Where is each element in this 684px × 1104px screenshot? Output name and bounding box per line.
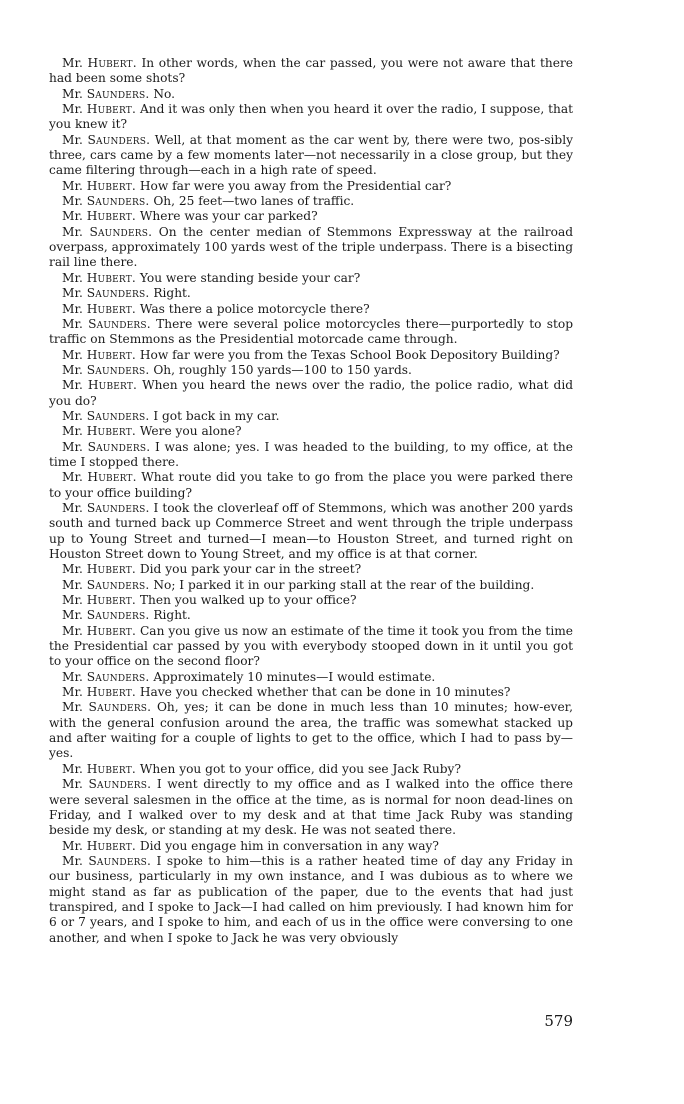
statement-text: I went directly to my office and as I walked into the office there were several salesmen in the office at the time, as is normal for noon dead-lines on Friday, and I walked over to my desk and at that time Jack Ruby was standing beside my desk, or standing at my desk. He was not seated there.: [49, 777, 574, 838]
speaker-name: Hubert.: [87, 470, 137, 485]
testimony-paragraph: [49, 608, 573, 623]
statement-text: How far were you from the Texas School Book Depository Building?: [139, 347, 560, 362]
speaker-title: Mr.: [62, 700, 83, 715]
testimony-text: [49, 56, 573, 946]
speaker-title: Mr.: [62, 439, 83, 454]
speaker-title: Mr.: [62, 608, 83, 623]
speaker-title: Mr.: [62, 777, 83, 792]
speaker-name: Hubert.: [86, 685, 137, 700]
speaker-title: Mr.: [62, 270, 83, 285]
speaker-name: Saunders.: [86, 577, 150, 592]
speaker-name: Saunders.: [86, 194, 150, 209]
statement-text: Where was your car parked?: [139, 209, 318, 224]
speaker-name: Saunders.: [87, 439, 151, 454]
speaker-name: Hubert.: [86, 593, 137, 608]
statement-text: Well, at that moment as the car went by, there were two, pos-sibly three, cars came by a few moments later—not necessarily in a close group, but they came filtering through—each in a high rate of speed.: [49, 132, 574, 178]
speaker-name: Saunders.: [86, 500, 150, 515]
speaker-title: Mr.: [62, 500, 83, 515]
statement-text: On the center median of Stemmons Expressway at the railroad overpass, approximately 100 yards west of the triple underpass. There is a bisecting rail line there.: [49, 224, 574, 270]
testimony-paragraph: [49, 624, 573, 670]
testimony-paragraph: [49, 839, 573, 854]
speaker-name: Hubert.: [86, 562, 137, 577]
speaker-name: Hubert.: [86, 347, 137, 362]
speaker-title: Mr.: [62, 301, 83, 316]
testimony-paragraph: [49, 501, 573, 562]
testimony-paragraph: [49, 317, 573, 348]
statement-text: And it was only then when you heard it over the radio, I suppose, that you knew it?: [49, 102, 574, 132]
statement-text: Oh, roughly 150 yards—100 to 150 yards.: [153, 362, 412, 377]
speaker-title: Mr.: [62, 577, 83, 592]
speaker-name: Saunders.: [88, 777, 152, 792]
testimony-paragraph: [49, 102, 573, 133]
testimony-paragraph: [49, 133, 573, 179]
testimony-paragraph: [49, 854, 573, 946]
speaker-title: Mr.: [62, 669, 83, 684]
testimony-paragraph: [49, 87, 573, 102]
speaker-name: Saunders.: [86, 362, 150, 377]
statement-text: Right.: [153, 608, 191, 623]
speaker-name: Hubert.: [86, 761, 137, 776]
statement-text: Right.: [153, 286, 191, 301]
speaker-name: Hubert.: [86, 178, 137, 193]
testimony-paragraph: [49, 271, 573, 286]
statement-text: In other words, when the car passed, you were not aware that there had been some shots?: [49, 56, 573, 86]
speaker-title: Mr.: [62, 593, 83, 608]
testimony-paragraph: [49, 578, 573, 593]
speaker-name: Hubert.: [86, 102, 137, 117]
testimony-paragraph: [49, 685, 573, 700]
statement-text: I spoke to him—this is a rather heated time of day any Friday in our business, particularly in my own instance, and I was dubious as to where we might stand as far as publication of the paper, due to the events that had just transpired, and I spoke to Jack—I had called on him previously. I had known him for 6 or 7 years, and I spoke to him, and each of us in the office were conversing to one another, and when I spoke to Jack he was very obviously: [49, 853, 574, 945]
statement-text: How far were you away from the Presidential car?: [139, 178, 452, 193]
statement-text: There were several police motorcycles there—purportedly to stop traffic on Stemmons as the Presidential motorcade came through.: [49, 316, 574, 347]
statement-text: Was there a police motorcycle there?: [139, 301, 370, 316]
testimony-paragraph: [49, 777, 573, 838]
speaker-title: Mr.: [62, 761, 83, 776]
statement-text: Did you engage him in conversation in any way?: [139, 838, 439, 853]
statement-text: Did you park your car in the street?: [139, 562, 362, 577]
statement-text: What route did you take to go from the place you were parked there to your office building?: [49, 470, 574, 500]
testimony-paragraph: [49, 409, 573, 424]
statement-text: Can you give us now an estimate of the time it took you from the time the Presidential car passed by you with everybody stooped down in it until you got to your office on the second floor?: [49, 623, 573, 669]
speaker-name: Saunders.: [86, 669, 150, 684]
speaker-title: Mr.: [62, 424, 83, 439]
statement-text: Oh, 25 feet—two lanes of traffic.: [153, 194, 355, 209]
statement-text: Approximately 10 minutes—I would estimate.: [153, 669, 436, 684]
speaker-name: Hubert.: [86, 623, 137, 638]
testimony-paragraph: [49, 700, 573, 761]
speaker-title: Mr.: [62, 132, 83, 147]
statement-text: No.: [153, 86, 175, 101]
statement-text: When you heard the news over the radio, the police radio, what did you do?: [49, 378, 574, 408]
speaker-name: Hubert.: [86, 270, 137, 285]
statement-text: I got back in my car.: [153, 408, 280, 423]
speaker-title: Mr.: [62, 362, 83, 377]
speaker-title: Mr.: [62, 838, 83, 853]
speaker-title: Mr.: [62, 102, 83, 117]
speaker-title: Mr.: [62, 209, 83, 224]
speaker-name: Hubert.: [86, 424, 137, 439]
statement-text: Oh, yes; it can be done in much less than 10 minutes; how-ever, with the general confusion around the area, the traffic was somewhat stacked up and after waiting for a couple of lights to get to the office, which I had to pass by—yes.: [49, 700, 574, 761]
speaker-name: Hubert.: [86, 301, 137, 316]
testimony-paragraph: [49, 593, 573, 608]
speaker-name: Hubert.: [87, 56, 137, 70]
speaker-title: Mr.: [62, 86, 83, 101]
speaker-name: Saunders.: [86, 286, 150, 301]
testimony-paragraph: [49, 209, 573, 224]
speaker-name: Hubert.: [87, 378, 138, 393]
page-number: 579: [544, 1012, 573, 1030]
speaker-title: Mr.: [62, 408, 83, 423]
speaker-name: Saunders.: [88, 853, 152, 868]
testimony-paragraph: [49, 194, 573, 209]
statement-text: Have you checked whether that can be done in 10 minutes?: [139, 685, 511, 700]
speaker-title: Mr.: [62, 56, 83, 70]
speaker-title: Mr.: [62, 623, 83, 638]
statement-text: I took the cloverleaf off of Stemmons, which was another 200 yards south and turned back up Commerce Street and went through the triple underpass up to Young Street and turned—I mean—to Houston Street, and turned right on Houston Street down to Young Street, and my office is at that corner.: [49, 500, 573, 561]
speaker-title: Mr.: [62, 347, 83, 362]
speaker-name: Hubert.: [86, 838, 137, 853]
speaker-title: Mr.: [62, 178, 83, 193]
testimony-paragraph: [49, 179, 573, 194]
testimony-paragraph: [49, 670, 573, 685]
speaker-name: Saunders.: [86, 408, 150, 423]
speaker-name: Hubert.: [86, 209, 137, 224]
testimony-paragraph: [49, 470, 573, 501]
speaker-name: Saunders.: [88, 700, 152, 715]
statement-text: Were you alone?: [139, 424, 242, 439]
testimony-paragraph: [49, 440, 573, 471]
testimony-paragraph: [49, 56, 573, 87]
testimony-paragraph: [49, 424, 573, 439]
testimony-paragraph: [49, 286, 573, 301]
speaker-name: Saunders.: [88, 316, 151, 331]
testimony-paragraph: [49, 762, 573, 777]
statement-text: No; I parked it in our parking stall at the rear of the building.: [153, 577, 535, 592]
testimony-paragraph: [49, 302, 573, 317]
speaker-title: Mr.: [62, 194, 83, 209]
statement-text: You were standing beside your car?: [139, 270, 361, 285]
speaker-title: Mr.: [62, 316, 83, 331]
testimony-paragraph: [49, 562, 573, 577]
speaker-name: Saunders.: [86, 86, 150, 101]
speaker-title: Mr.: [62, 562, 83, 577]
testimony-paragraph: [49, 363, 573, 378]
testimony-paragraph: [49, 225, 573, 271]
statement-text: Then you walked up to your office?: [139, 593, 357, 608]
speaker-title: Mr.: [62, 853, 83, 868]
speaker-title: Mr.: [62, 378, 83, 393]
speaker-name: Saunders.: [89, 224, 153, 239]
speaker-title: Mr.: [62, 224, 83, 239]
statement-text: When you got to your office, did you see Jack Ruby?: [139, 761, 461, 776]
speaker-title: Mr.: [62, 286, 83, 301]
speaker-title: Mr.: [62, 470, 83, 485]
testimony-paragraph: [49, 378, 573, 409]
speaker-title: Mr.: [62, 685, 83, 700]
testimony-paragraph: [49, 348, 573, 363]
speaker-name: Saunders.: [87, 132, 151, 147]
speaker-name: Saunders.: [86, 608, 150, 623]
statement-text: I was alone; yes. I was headed to the building, to my office, at the time I stopped there.: [49, 439, 573, 469]
